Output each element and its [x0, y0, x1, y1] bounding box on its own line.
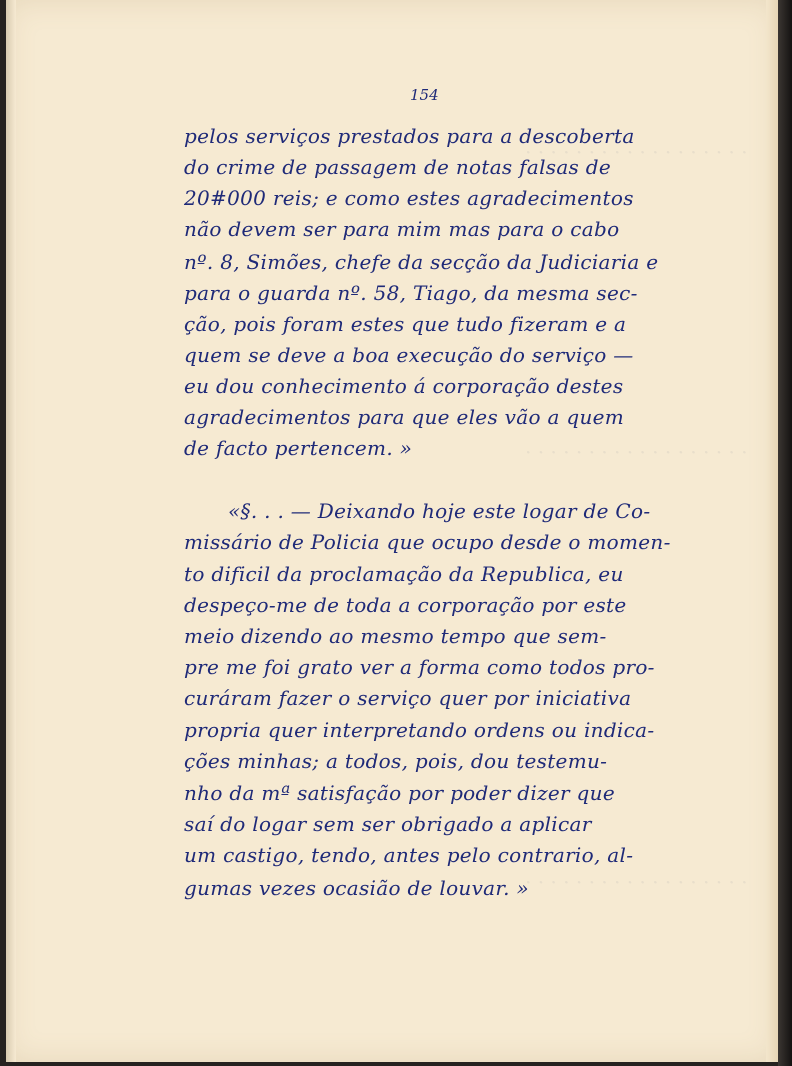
handwritten-line: nº. 8, Simões, chefe da secção da Judiciaria e [184, 250, 659, 274]
handwritten-line: «§. . . — Deixando hoje este logar de Co- [228, 499, 651, 523]
handwritten-line: to dificil da proclamação da Republica, eu [184, 562, 624, 586]
handwritten-line: eu dou conhecimento á corporação destes [184, 374, 624, 398]
handwritten-line: não devem ser para mim mas para o cabo [184, 217, 620, 241]
handwritten-line: gumas vezes ocasião de louvar. » [184, 876, 529, 900]
handwritten-line: do crime de passagem de notas falsas de [184, 155, 612, 179]
bleed-through-ink: · · · · · · · · · · · · · · · · · · [525, 870, 748, 894]
bleed-through-ink: · · · · · · · · · · · · · · · · · · [525, 140, 748, 164]
handwritten-line: meio dizendo ao mesmo tempo que sem- [184, 624, 607, 648]
manuscript-page [6, 0, 778, 1062]
handwritten-line: ção, pois foram estes que tudo fizeram e a [184, 312, 627, 336]
handwritten-line: ções minhas; a todos, pois, dou testemu- [184, 749, 608, 773]
book-binding-edge [778, 0, 792, 1066]
handwritten-line: quem se deve a boa execução do serviço — [184, 343, 634, 367]
page-left-edge [6, 0, 16, 1062]
handwritten-line: pelos serviços prestados para a descoberta [184, 124, 635, 148]
handwritten-line: de facto pertencem. » [184, 436, 413, 460]
handwritten-line: nho da mª satisfação por poder dizer que [184, 781, 615, 805]
handwritten-line: 20#000 reis; e como estes agradecimentos [184, 186, 634, 210]
handwritten-line: um castigo, tendo, antes pelo contrario, al- [184, 843, 634, 867]
handwritten-line: despeço-me de toda a corporação por este [184, 593, 627, 617]
handwritten-line: curáram fazer o serviço quer por iniciativa [184, 686, 632, 710]
handwritten-line: pre me foi grato ver a forma como todos pro- [184, 655, 655, 679]
page-number: 154 [410, 86, 439, 104]
page-right-edge [766, 0, 778, 1062]
handwritten-line: saí do logar sem ser obrigado a aplicar [184, 812, 592, 836]
handwritten-line: agradecimentos para que eles vão a quem [184, 405, 625, 429]
bleed-through-ink: · · · · · · · · · · · · · · · · · · [525, 440, 748, 464]
handwritten-line: para o guarda nº. 58, Tiago, da mesma sec- [184, 281, 638, 305]
handwritten-line: missário de Policia que ocupo desde o momen- [184, 530, 671, 554]
handwritten-line: propria quer interpretando ordens ou indica- [184, 718, 655, 742]
